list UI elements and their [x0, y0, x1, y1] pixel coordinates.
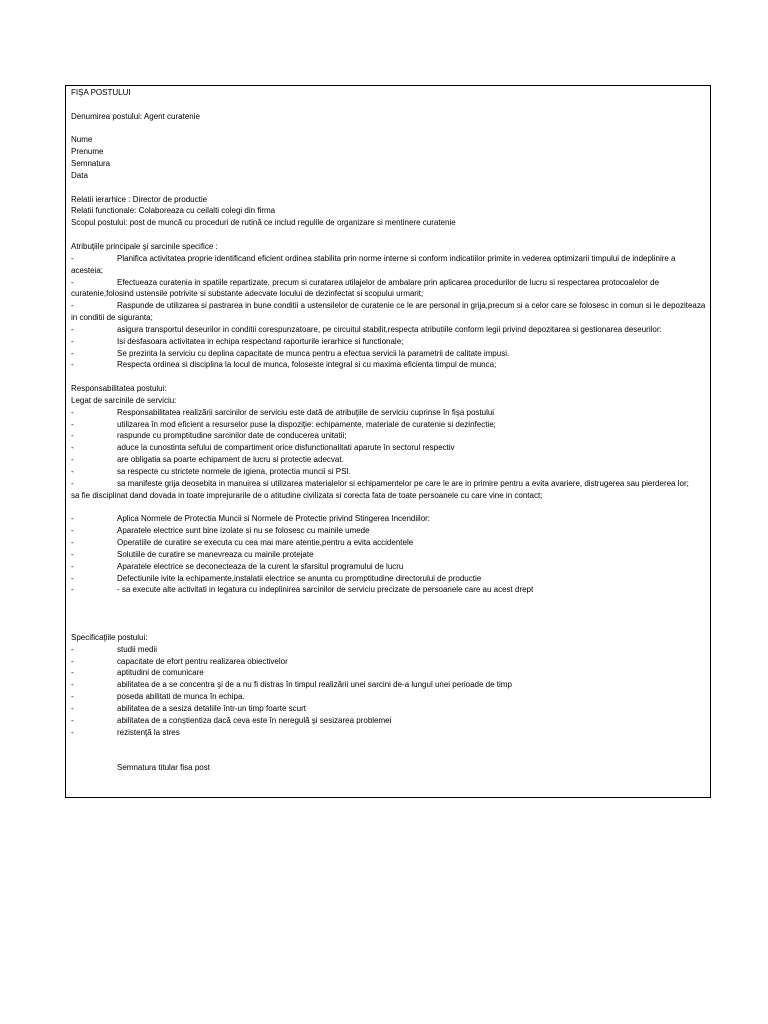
responsibility-item: - sa manifeste grija deosebita in manuirea si utilizarea materialelor si echipamentelor pe care le are in primire pentru a evita avariere, distrugerea sau pierderea lor; [71, 478, 689, 488]
safety-item: - Aplica Normele de Protectia Muncii si Normele de Protectie privind Stingerea Incendiilor: [71, 514, 431, 524]
safety-item: - Aparatele electrice se deconecteaza de la curent la sfarsitul programului de lucru [71, 561, 404, 571]
specification-item: - capacitate de efort pentru realizarea obiectivelor [71, 656, 288, 666]
field-data: Data [71, 170, 88, 180]
responsibility-item: - are obligatia sa poarte echipament de lucru si protectie adecvat. [71, 455, 344, 465]
duty-item: - Isi desfasoara activitatea in echipa respectand raporturile ierarhice si functionale; [71, 336, 404, 346]
signature-line: Semnatura titular fisa post [117, 763, 210, 773]
safety-item: - Defectiunile ivite la echipamente,instalatii electrice se anunta cu promptitudine directorului de productie [71, 573, 482, 583]
responsibility-heading: Responsabilitatea postului: [71, 384, 167, 394]
responsibility-subheading: Legat de sarcinile de serviciu: [71, 395, 177, 405]
safety-item: - Operatiile de curatire se executa cu cea mai mare atentie,pentru a evita accidentele [71, 538, 414, 548]
document-title: FIŞA POSTULUI [71, 88, 131, 97]
safety-item: - Solutiile de curatire se manevreaza cu mainile protejate [71, 549, 314, 559]
duty-item: - Respecta ordinea si disciplina la locul de munca, foloseste integral si cu maxima eficienta timpul de munca; [71, 360, 497, 370]
responsibility-item: - sa respecte cu strictete normele de igiena, protectia muncii si PSI. [71, 467, 351, 476]
specification-item: - abilitatea de a se concentra şi de a nu fi distras în timpul realizării unei sarcini de-a lungul unei perioade de timp [71, 680, 512, 690]
duty-item: - Se prezinta la serviciu cu deplina capacitate de munca pentru a efectua servicii la parametrii de calitate impusi. [71, 348, 510, 358]
job-name: Denumirea postului: Agent curatenie [71, 111, 200, 121]
specification-item: - abilitatea de a conştientiza dacă ceva este în neregulă şi sesizarea problemei [71, 715, 392, 725]
specification-item: - aptitudini de comunicare [71, 668, 204, 678]
duties-heading: Atribuţiile principale şi sarcinile specifice : [71, 241, 218, 251]
specifications-heading: Specificaţiile postului: [71, 632, 148, 642]
responsibility-item: - raspunde cu promptitudine sarcinilor date de conducerea unitatii; [71, 431, 347, 441]
relation-hierarchical: Relatii ierarhice : Director de productie [71, 194, 208, 204]
responsibility-item: - Responsabilitatea realizării sarcinilor de serviciu este dată de atribuţiile de serviciu cuprinse în fişa postului [71, 407, 495, 417]
duty-item: - Efectueaza curatenia in spatiile repartizate, precum si curatarea utilajelor de ambalare prin aplicarea procedurilor de lucru si respectarea protocoalelor de curatenie,folosind ustensile potrivite si substante adecvate locului de dezinfectat si scopului urmarit; [71, 277, 660, 299]
responsibility-item: - aduce la cunostinta sefului de compartiment orice disfunctionalitati aparute în sectorul respectiv [71, 443, 455, 453]
discipline-line: sa fie disciplinat dand dovada in toate imprejurarile de o atitudine civilizata si corecta fata de toate persoanele cu care vine in contact; [71, 490, 543, 500]
specification-item: - abilitatea de a sesiza detaliile într-un timp foarte scurt [71, 703, 306, 713]
specification-item: - poseda abilitati de munca în echipa. [71, 692, 245, 702]
field-nume: Nume [71, 135, 93, 145]
specification-item: - studii medii [71, 644, 158, 654]
specification-item: - rezistenţă la stres [71, 727, 180, 737]
safety-item: - Aparatele electrice sunt bine izolate si nu se folosesc cu mainile umede [71, 526, 370, 536]
job-scope: Scopul postului: post de muncă cu proceduri de rutină ce includ regulile de organizare si mentinere curatenie [71, 218, 456, 228]
field-semnatura: Semnatura [71, 159, 111, 169]
field-prenume: Prenume [71, 147, 104, 157]
duty-item: - Raspunde de utilizarea si pastrarea in bune conditii a ustensilelor de curatenie ce le are personal in grija,precum si a celor care se folosesc in comun si le depoziteaza in conditii de siguranta; [71, 301, 706, 323]
safety-item: - - sa execute alte activitati in legatura cu indeplinirea sarcinilor de serviciu precizate de persoanele care au acest drept [71, 585, 534, 595]
relation-functional: Relatii functionale: Colaboreaza cu ceilalti colegi din firma [71, 206, 276, 216]
duty-item: - asigura transportul deseurilor in conditii corespunzatoare, pe circuitul stabilit,respecta atributiile conform legii privind depozitarea si gestionarea deseurilor: [71, 324, 662, 334]
duty-item: - Planifica activitatea proprie identificand eficient ordinea stabilita prin norme interne si conform indicatiilor primite in vederea optimizarii timpului de indeplinire a acesteia; [71, 253, 676, 275]
job-description-document [71, 87, 711, 774]
responsibility-item: - utilizarea în mod eficient a resurselor puse la dispoziţie: echipamente, materiale de curatenie si dezinfectie; [71, 419, 496, 429]
